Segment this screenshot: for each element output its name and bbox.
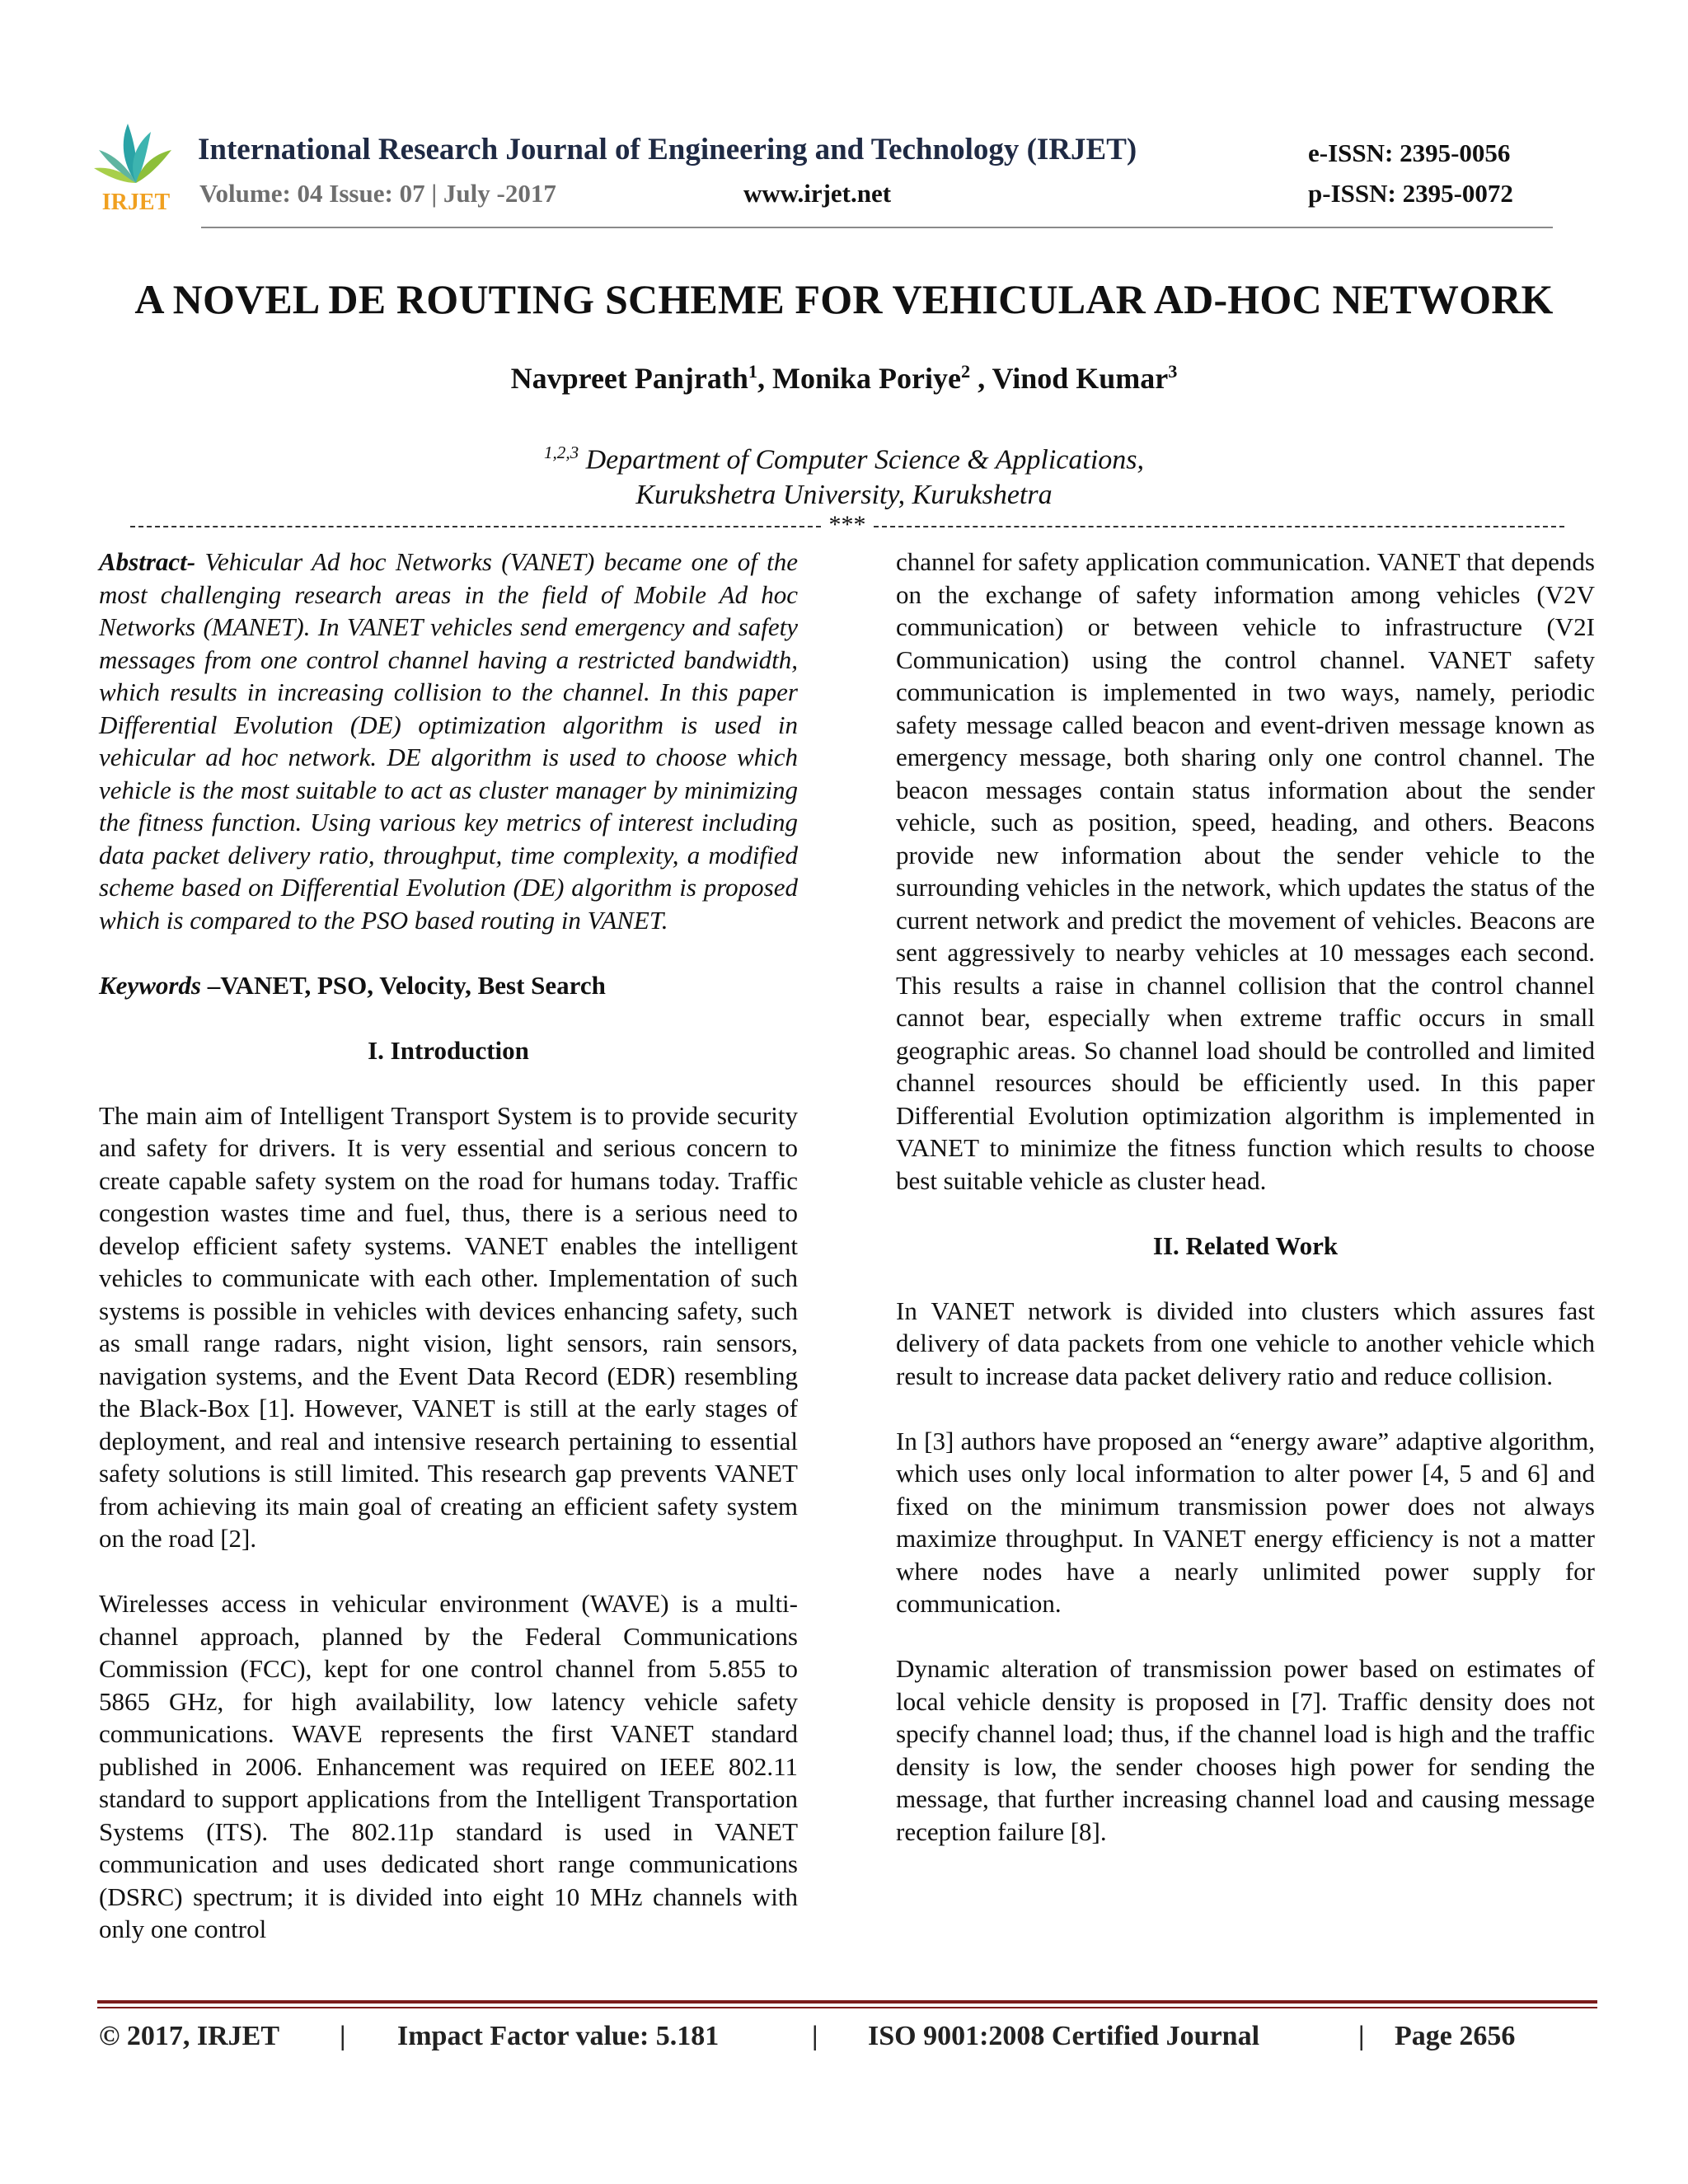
footer-impact-factor: Impact Factor value: 5.181 xyxy=(397,2021,720,2051)
paragraph: In [3] authors have proposed an “energy aware” adaptive algorithm, which uses only local information to alter power [4, 5 and 6] and fixed on the minimum transmission power does not always maximize throughput. In VANET energy efficiency is not a matter where nodes have a nearly unlimited power supply for communication. xyxy=(896,1426,1595,1618)
author-name: Monika Poriye xyxy=(772,362,962,395)
journal-website: www.irjet.net xyxy=(743,179,892,208)
abstract-label: Abstract- xyxy=(99,547,196,576)
right-column xyxy=(896,546,1595,1881)
author-name: Navpreet Panjrath xyxy=(510,362,748,395)
volume-issue: Volume: 04 Issue: 07 | July -2017 xyxy=(199,179,556,208)
p-issn: p-ISSN: 2395-0072 xyxy=(1308,179,1513,208)
author-separator: , xyxy=(757,362,773,395)
abstract-text: Vehicular Ad hoc Networks (VANET) became one of the most challenging research areas in the field of Mobile Ad hoc Networks (MANET). In VANET vehicles send emergency and safety messages from one control channel having a restricted bandwidth, which results in increasing collision to the channel. In this paper Differential Evolution (DE) optimization algorithm is used in vehicular ad hoc network. DE algorithm is used to choose which vehicle is the most suitable to act as cluster manager by minimizing the fitness function. Using various key metrics of interest including data packet delivery ratio, throughput, time complexity, a modified scheme based on Differential Evolution (DE) algorithm is proposed which is compared to the PSO based routing in VANET. xyxy=(99,547,798,935)
author-separator: , xyxy=(970,362,992,395)
footer-rule-thin xyxy=(97,2007,1597,2008)
paragraph: The main aim of Intelligent Transport System is to provide security and safety for drivers. It is very essential and serious concern to create capable safety system on the road for humans today. Traffic congestion wastes time and fuel, thus, there is a serious need to develop efficient safety systems. VANET enables the intelligent vehicles to communicate with each other. Implementation of such systems is possible in vehicles with devices enhancing safety, such as small range radars, night vision, light sensors, rain sensors, navigation systems, and the Event Data Record (EDR) resembling the Black-Box [1]. However, VANET is still at the early stages of deployment, and real and intensive research pertaining to essential safety solutions is still limited. This research gap prevents VANET from achieving its main goal of creating an efficient safety system on the road [2]. xyxy=(99,1100,798,1553)
paragraph: Dynamic alteration of transmission power based on estimates of local vehicle density is proposed in [7]. Traffic density does not specify channel load; thus, if the channel load is high and the traffic density is low, the sender chooses high power for sending the message, that further increasing channel load and causing message reception failure [8]. xyxy=(896,1654,1595,1846)
author-list xyxy=(0,361,1688,396)
affiliation-university: Kurukshetra University, Kurukshetra xyxy=(635,480,1053,511)
section-separator xyxy=(130,513,1564,536)
footer-divider: | xyxy=(812,2021,818,2051)
separator-dash-right xyxy=(874,526,1564,527)
section-heading-introduction: I. Introduction xyxy=(368,1035,529,1065)
author-sup: 1 xyxy=(748,361,758,382)
e-issn: e-ISSN: 2395-0056 xyxy=(1308,138,1511,167)
footer-iso: ISO 9001:2008 Certified Journal xyxy=(868,2021,1260,2051)
paragraph: channel for safety application communication. VANET that depends on the exchange of safety information among vehicles (V2V communication) or between vehicle to infrastructure (V2I Communication) using the control channel. VANET safety communication is implemented in two ways, namely, periodic safety message called beacon and event-driven message known as emergency message, both sharing only one control channel. The beacon messages contain status information about the sender vehicle, such as position, speed, heading, and others. Beacons provide new information about the sender vehicle to the surrounding vehicles in the network, which updates the status of the current network and predict the movement of vehicles. Beacons are sent aggressively to nearby vehicles at 10 messages each second. This results a raise in channel collision that the control channel cannot bear, especially when extreme traffic occurs in small geographic areas. So channel load should be controlled and limited channel resources should be efficiently used. In this paper Differential Evolution optimization algorithm is implemented in VANET to minimize the fitness function which results to choose best suitable vehicle as cluster head. xyxy=(896,547,1595,1195)
keywords xyxy=(99,969,798,1002)
paragraph: Wirelesses access in vehicular environment (WAVE) is a multi-channel approach, planned by the Federal Communications Commission (FCC), kept for one control channel from 5.855 to 5865 GHz, for high availability, low latency vehicle safety communications. WAVE represents the first VANET standard published in 2006. Enhancement was required on IEEE 802.11 standard to support applications from the Intelligent Transportation Systems (ITS). The 802.11p standard is used in VANET communication and uses dedicated short range communications (DSRC) spectrum; it is divided into eight 10 MHz channels with only one control xyxy=(99,1589,798,1943)
separator-stars: *** xyxy=(828,511,866,538)
left-column xyxy=(99,546,798,1978)
logo-leaves-icon xyxy=(94,124,171,183)
affiliation-sup: 1,2,3 xyxy=(543,443,579,462)
paper-title: A NOVEL DE ROUTING SCHEME FOR VEHICULAR AD-HOC NETWORK xyxy=(134,276,1554,322)
affiliation xyxy=(0,435,1688,513)
keywords-label: Keywords xyxy=(99,970,201,1000)
author-sup: 3 xyxy=(1168,361,1178,382)
footer-divider: | xyxy=(340,2021,346,2051)
affiliation-line xyxy=(0,435,1688,477)
paragraph: In VANET network is divided into clusters which assures fast delivery of data packets from one vehicle to another vehicle which result to increase data packet delivery ratio and reduce collision. xyxy=(896,1296,1595,1390)
irjet-logo xyxy=(89,117,184,214)
keywords-text: –VANET, PSO, Velocity, Best Search xyxy=(201,970,606,1000)
svg-text:IRJET: IRJET xyxy=(101,190,171,214)
footer-page-number: Page 2656 xyxy=(1395,2021,1516,2051)
author-sup: 2 xyxy=(961,361,971,382)
section-heading-related-work: II. Related Work xyxy=(1152,1230,1339,1260)
separator-dash-left xyxy=(130,526,821,527)
footer-rule xyxy=(97,2000,1597,2004)
journal-title: International Research Journal of Engineering and Technology (IRJET) xyxy=(198,133,1137,166)
affiliation-department: Department of Computer Science & Applications, xyxy=(579,444,1145,476)
header-rule xyxy=(201,227,1553,228)
abstract xyxy=(99,546,798,936)
author-name: Vinod Kumar xyxy=(992,362,1169,395)
footer-divider: | xyxy=(1358,2021,1365,2051)
footer-copyright: © 2017, IRJET xyxy=(99,2021,280,2051)
